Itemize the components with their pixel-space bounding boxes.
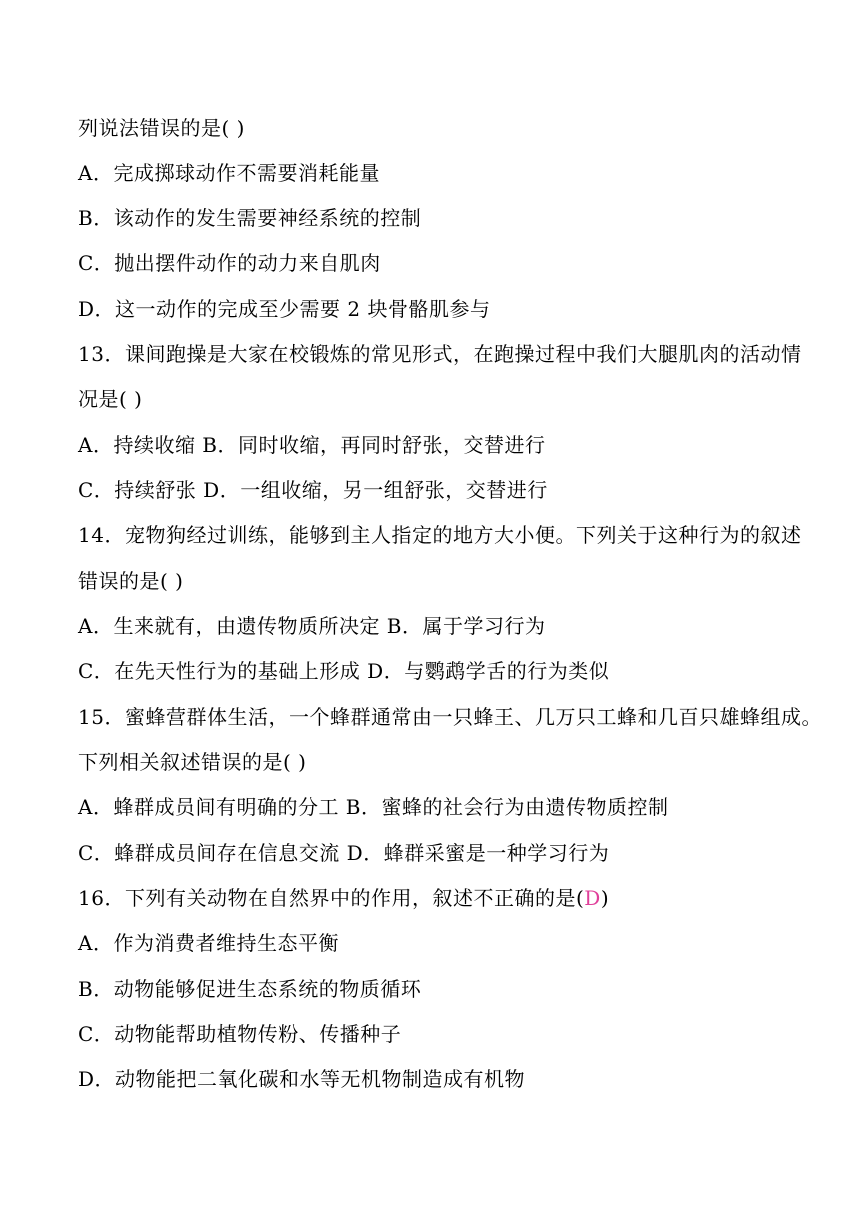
q15-options-ab: A．蜂群成员间有明确的分工 B．蜜蜂的社会行为由遗传物质控制: [78, 795, 669, 819]
q16-stem-suffix: ): [600, 886, 610, 910]
q13-stem-line2: 况是( ): [78, 387, 143, 411]
q12-option-d: D．这一动作的完成至少需要 2 块骨骼肌参与: [78, 297, 491, 321]
q16-option-b: B．动物能够促进生态系统的物质循环: [78, 977, 422, 1001]
q15-stem-line2: 下列相关叙述错误的是( ): [78, 750, 307, 774]
q15-stem-line1: 15．蜜蜂营群体生活，一个蜂群通常由一只蜂王、几万只工蜂和几百只雄蜂组成。: [78, 705, 822, 729]
q12-option-a: A．完成掷球动作不需要消耗能量: [78, 161, 380, 185]
q14-options-ab: A．生来就有，由遗传物质所决定 B．属于学习行为: [78, 614, 546, 638]
q16-option-d: D．动物能把二氧化碳和水等无机物制造成有机物: [78, 1067, 526, 1091]
q13-stem-line1: 13．课间跑操是大家在校锻炼的常见形式，在跑操过程中我们大腿肌肉的活动情: [78, 342, 802, 366]
q13-options-cd: C．持续舒张 D．一组收缩，另一组舒张，交替进行: [78, 478, 548, 502]
q14-stem-line1: 14．宠物狗经过训练，能够到主人指定的地方大小便。下列关于这种行为的叙述: [78, 523, 802, 547]
q14-options-cd: C．在先天性行为的基础上形成 D．与鹦鹉学舌的行为类似: [78, 659, 610, 683]
q16-answer: D: [584, 886, 601, 910]
q16-option-c: C．动物能帮助植物传粉、传播种子: [78, 1022, 402, 1046]
q16-stem-prefix: 16．下列有关动物在自然界中的作用，叙述不正确的是(: [78, 886, 585, 910]
q12-option-b: B．该动作的发生需要神经系统的控制: [78, 206, 422, 230]
q12-option-c: C．抛出摆件动作的动力来自肌肉: [78, 251, 381, 275]
q12-stem-tail: 列说法错误的是( ): [78, 116, 245, 140]
q13-options-ab: A．持续收缩 B．同时收缩，再同时舒张，交替进行: [78, 433, 546, 457]
q16-stem: [78, 884, 847, 912]
q14-stem-line2: 错误的是( ): [78, 569, 184, 593]
q16-option-a: A．作为消费者维持生态平衡: [78, 931, 339, 955]
q15-options-cd: C．蜂群成员间存在信息交流 D．蜂群采蜜是一种学习行为: [78, 841, 610, 865]
